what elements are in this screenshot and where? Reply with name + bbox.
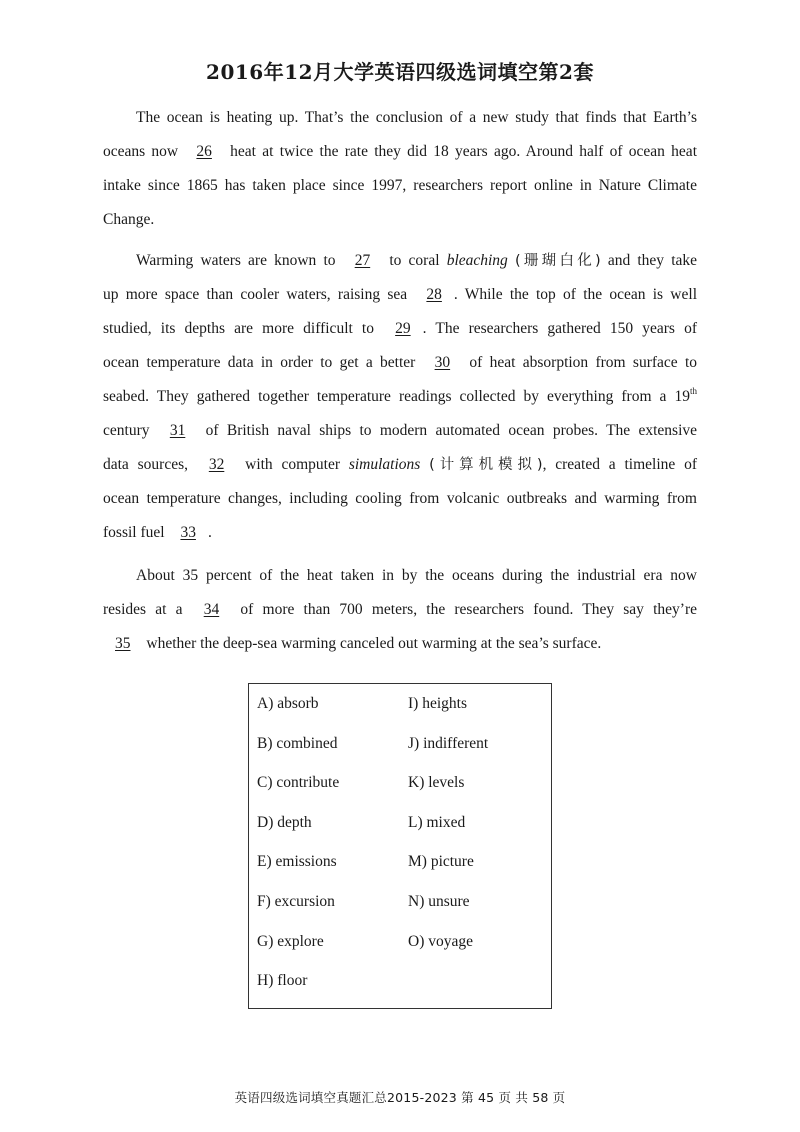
passage-text: . The researchers gathered 150 years of — [422, 320, 697, 337]
passage-text: oceans now — [103, 143, 179, 160]
passage-line — [103, 627, 697, 661]
paragraph-3 — [103, 559, 697, 661]
option-h[interactable]: H) floor — [257, 972, 308, 989]
passage-text: and they take — [607, 252, 698, 269]
blank-32[interactable]: 32 — [208, 456, 225, 473]
passage-line — [103, 135, 697, 169]
passage-line — [103, 380, 697, 414]
option-o[interactable]: O) voyage — [408, 933, 473, 950]
blank-35[interactable]: 35 — [115, 635, 131, 652]
passage-line — [103, 278, 697, 312]
passage-text: with computer — [245, 456, 341, 473]
passage-text: up more space than cooler waters, raising sea — [103, 286, 408, 303]
ordinal-superscript: th — [689, 386, 697, 396]
passage-line — [103, 516, 697, 550]
passage-text: of more than 700 meters, the researchers found. They say they’re — [240, 601, 698, 618]
passage-text: . While the top of the ocean is well — [453, 286, 697, 303]
passage-text: of British naval ships to modern automated ocean probes. The extensive — [205, 422, 698, 439]
option-i[interactable]: I) heights — [408, 695, 467, 712]
option-d[interactable]: D) depth — [257, 814, 312, 831]
chinese-gloss: (珊瑚白化) — [514, 253, 601, 269]
passage-italic-term: bleaching — [446, 252, 508, 269]
blank-26[interactable]: 26 — [196, 143, 212, 160]
word-bank — [248, 683, 552, 1009]
passage-line: intake since 1865 has taken place since 1997, researchers report online in Nature Climate — [103, 177, 697, 194]
passage-text: fossil fuel — [103, 524, 165, 541]
option-e[interactable]: E) emissions — [257, 853, 337, 870]
passage-line — [103, 448, 697, 482]
passage-line: ocean temperature changes, including cooling from volcanic outbreaks and warming from — [103, 490, 697, 507]
blank-29[interactable]: 29 — [395, 320, 411, 337]
passage-text: data sources, — [103, 456, 188, 473]
option-j[interactable]: J) indifferent — [408, 735, 489, 752]
passage-line — [103, 414, 697, 448]
passage-text: resides at a — [103, 601, 183, 618]
passage-text: whether the deep-sea warming canceled out warming at the sea’s surface. — [146, 635, 602, 652]
blank-28[interactable]: 28 — [426, 286, 442, 303]
option-n[interactable]: N) unsure — [408, 893, 470, 910]
blank-33[interactable]: 33 — [180, 524, 196, 541]
passage-line: The ocean is heating up. That’s the conclusion of a new study that finds that Earth’s — [136, 109, 697, 126]
passage-line: Change. — [103, 211, 155, 228]
option-f[interactable]: F) excursion — [257, 893, 335, 910]
option-m[interactable]: M) picture — [408, 853, 474, 870]
passage-line: About 35 percent of the heat taken in by the oceans during the industrial era now — [136, 567, 697, 584]
passage-text: of heat absorption from surface to — [469, 354, 698, 371]
passage-line — [103, 593, 697, 627]
option-l[interactable]: L) mixed — [408, 814, 466, 831]
passage-line — [103, 312, 697, 346]
passage-text: . — [207, 524, 212, 541]
passage-line — [103, 244, 697, 278]
paragraph-2 — [103, 244, 697, 550]
blank-27[interactable]: 27 — [354, 252, 371, 269]
blank-34[interactable]: 34 — [203, 601, 220, 618]
passage-line — [103, 346, 697, 380]
passage-text: , created a timeline of — [542, 456, 697, 473]
passage-text: Warming waters are known to — [136, 252, 336, 269]
option-k[interactable]: K) levels — [408, 774, 465, 791]
option-c[interactable]: C) contribute — [257, 774, 340, 791]
blank-30[interactable]: 30 — [434, 354, 451, 371]
passage-text: ocean temperature data in order to get a better — [103, 354, 416, 371]
passage-text: century — [103, 422, 150, 439]
passage-italic-term: simulations — [348, 456, 421, 473]
option-g[interactable]: G) explore — [257, 933, 324, 950]
page-title: 2016年12月大学英语四级选词填空第2套 — [206, 60, 594, 84]
option-a[interactable]: A) absorb — [257, 695, 319, 712]
passage-text: seabed. They gathered together temperature readings collected by everything from a 19 — [103, 388, 690, 405]
passage-text: heat at twice the rate they did 18 years ago. Around half of ocean heat — [230, 143, 697, 160]
passage-text: studied, its depths are more difficult to — [103, 320, 374, 337]
blank-31[interactable]: 31 — [169, 422, 186, 439]
option-b[interactable]: B) combined — [257, 735, 338, 752]
passage-text: to coral — [389, 252, 440, 269]
paragraph-1 — [103, 101, 697, 237]
chinese-gloss: (计算机模拟) — [429, 457, 543, 473]
page-footer: 英语四级选词填空真题汇总2015-2023 第 45 页 共 58 页 — [234, 1090, 566, 1105]
